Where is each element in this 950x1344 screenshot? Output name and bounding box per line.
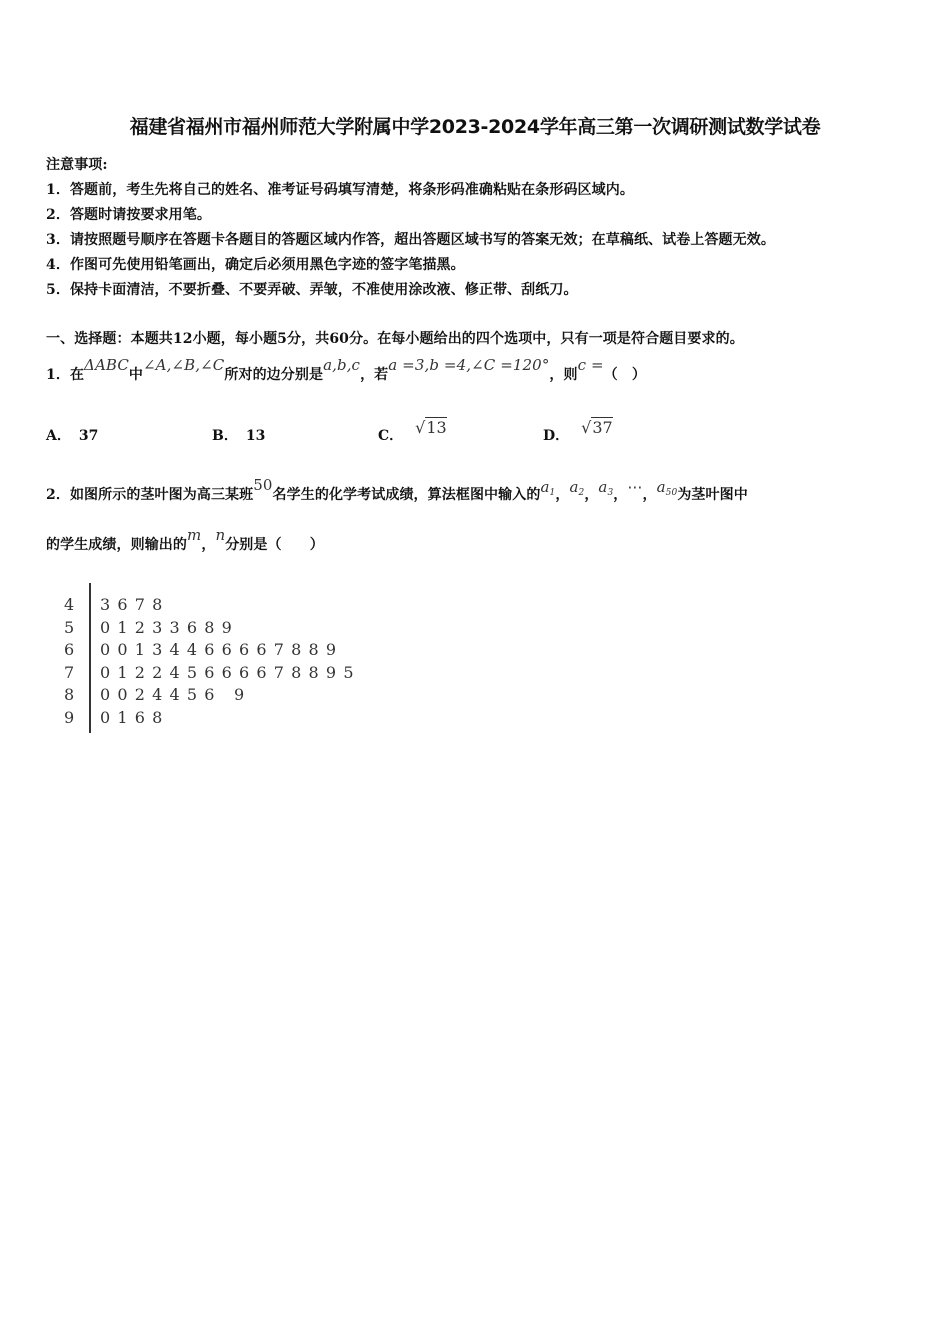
notice-item-3: 3．请按照题号顺序在答题卡各题目的答题区域内作答，超出答题区域书写的答案无效；在草稿纸、试卷上答题无效。 (46, 232, 775, 248)
question-2-line-1 (46, 476, 748, 505)
q2-m-math: m (187, 526, 202, 544)
q1-option-c[interactable] (378, 418, 447, 445)
option-label: A． (46, 428, 71, 444)
q2-sep: ， (555, 487, 570, 503)
sqrt-expression: √13 (415, 418, 447, 437)
q1-text: （ ） (603, 367, 646, 383)
stem: 4 (64, 595, 75, 614)
q1-triangle-math: ΔABC (84, 356, 129, 374)
option-label: D． (543, 428, 570, 444)
leaves: 0024456 9 (100, 685, 252, 705)
leaves: 00134466667889 (100, 640, 344, 660)
q1-text: 所对的边分别是 (224, 367, 324, 383)
q2-n-math: n (215, 526, 226, 544)
q2-sep: ， (584, 487, 599, 503)
q2-a3-math: $a_3$ (598, 478, 614, 498)
q2-text: 名学生的化学考试成绩，算法框图中输入的 (272, 487, 541, 503)
notice-heading: 注意事项: (46, 157, 108, 173)
sqrt-expression: √37 (581, 418, 613, 437)
exam-title: 福建省福州市福州师范大学附属中学2023-2024学年高三第一次调研测试数学试卷 (129, 116, 821, 138)
option-value: 37 (78, 428, 99, 444)
q1-angles-math: ∠A,∠B,∠C (143, 356, 225, 374)
stem: 8 (64, 685, 75, 705)
leaves: 012245666678895 (100, 662, 361, 682)
q2-a1-math: $a_1$ (540, 478, 556, 498)
q1-unknown-math: c = (577, 356, 604, 374)
question-2-line-2 (46, 526, 324, 554)
sqrt-radicand: 13 (426, 418, 447, 437)
q2-text: 分别是（ ） (225, 537, 324, 553)
q1-option-d[interactable] (543, 418, 613, 445)
q2-ellipsis: ⋯ (627, 478, 643, 496)
notice-item-2: 2．答题时请按要求用笔。 (46, 207, 211, 223)
stem-leaf-divider (89, 583, 91, 733)
q1-text: 1．在 (46, 367, 85, 383)
sqrt-radicand: 37 (592, 418, 613, 437)
stem: 5 (64, 617, 75, 637)
section-heading: 一、选择题：本题共12小题，每小题5分，共60分。在每小题给出的四个选项中，只有一项是符合题目要求的。 (46, 331, 744, 347)
stem: 7 (64, 662, 75, 682)
q2-sep: ， (613, 487, 628, 503)
q1-option-a[interactable] (46, 425, 98, 445)
q2-sep: ， (201, 537, 216, 553)
leaves: 3678 (100, 595, 170, 614)
q2-text: 为茎叶图中 (677, 487, 748, 503)
q2-text: 2．如图所示的茎叶图为高三某班 (46, 487, 254, 503)
notice-item-4: 4．作图可先使用铅笔画出，确定后必须用黑色字迹的签字笔描黑。 (46, 257, 465, 273)
q2-a2-math: $a_2$ (569, 478, 585, 498)
stem: 9 (64, 707, 75, 727)
q2-sep: ， (642, 487, 657, 503)
q1-sides-math: a,b,c (323, 356, 361, 374)
option-value: 13 (245, 428, 266, 444)
q1-text: 中 (128, 367, 143, 383)
q2-text: 的学生成绩，则输出的 (46, 537, 187, 553)
q2-a50-math: $a_{50}$ (656, 478, 678, 498)
q1-text: ，则 (549, 367, 578, 383)
notice-item-5: 5．保持卡面清洁，不要折叠、不要弄破、弄皱，不准使用涂改液、修正带、刮纸刀。 (46, 282, 578, 298)
notice-item-1: 1．答题前，考生先将自己的姓名、准考证号码填写清楚，将条形码准确粘贴在条形码区域内。 (46, 182, 634, 198)
q1-option-b[interactable] (212, 425, 265, 445)
q1-given-math: a =3,b =4,∠C =120° (388, 356, 550, 374)
leaves: 0168 (100, 707, 170, 727)
option-label: C． (378, 428, 404, 444)
q1-text: ，若 (360, 367, 389, 383)
question-1 (46, 356, 646, 384)
option-label: B． (212, 428, 238, 444)
leaves: 01233689 (100, 617, 240, 637)
stem: 6 (64, 640, 75, 660)
q2-count-math: 50 (253, 476, 273, 494)
